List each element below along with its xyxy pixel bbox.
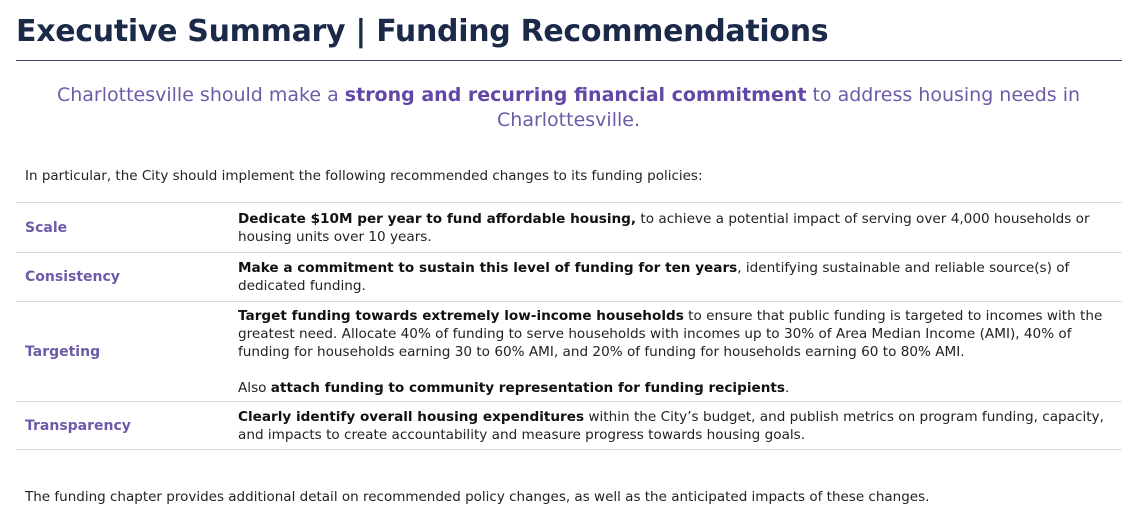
recommendation-label: Targeting <box>25 343 101 360</box>
recommendation-emphasis: Clearly identify overall housing expenditures <box>238 408 585 425</box>
recommendation-row-transparency <box>16 402 1122 450</box>
recommendation-row-scale <box>16 203 1122 253</box>
recommendation-emphasis: Target funding towards extremely low-income households <box>238 307 684 324</box>
recommendation-description <box>238 403 1122 449</box>
recommendation-text: to ensure that public funding is targeted to incomes with the greatest need. Allocate 40% of funding to serve households with incomes up to 30% of Area Median Income (AMI), 40% of funding for households earning 30 to 60% AMI, and 20% of funding for households earning 60 to 80% AMI. <box>238 307 1103 360</box>
recommendation-description <box>238 302 1122 402</box>
headline-lead: Charlottesville should make a <box>56 84 345 106</box>
recommendation-text: to achieve a potential impact of serving over 4,000 households or housing units over 10 years. <box>238 210 1090 245</box>
recommendation-emphasis: Dedicate $10M per year to fund affordable housing, <box>238 210 637 227</box>
recommendation-description <box>238 254 1122 300</box>
recommendations-table <box>16 202 1122 450</box>
headline-tail: to address housing needs in Charlottesville. <box>497 84 1081 131</box>
footer-note: The funding chapter provides additional detail on recommended policy changes, as well as the anticipated impacts of these changes. <box>25 489 930 505</box>
recommendation-row-targeting <box>16 302 1122 402</box>
title-divider <box>16 60 1122 61</box>
recommendation-emphasis: Make a commitment to sustain this level of funding for ten years <box>238 260 738 276</box>
headline <box>40 83 1097 133</box>
recommendation-emphasis: attach funding to community representation for funding recipients <box>270 379 785 396</box>
recommendation-row-consistency <box>16 253 1122 302</box>
recommendation-label: Consistency <box>25 269 120 285</box>
recommendation-description <box>238 205 1122 251</box>
intro-text: In particular, the City should implement the following recommended changes to its funding policies: <box>25 168 703 184</box>
recommendation-label: Transparency <box>25 417 131 434</box>
page-title: Executive Summary | Funding Recommendations <box>16 14 829 49</box>
recommendation-text: . <box>784 379 790 396</box>
recommendation-label: Scale <box>25 219 68 236</box>
recommendation-text-prefix: Also <box>238 379 271 396</box>
headline-emphasis: strong and recurring financial commitment <box>344 84 807 106</box>
recommendation-text: , identifying sustainable and reliable source(s) of dedicated funding. <box>238 260 1070 294</box>
recommendation-text: within the City’s budget, and publish metrics on program funding, capacity, and impacts to create accountability and measure progress towards housing goals. <box>238 408 1104 443</box>
